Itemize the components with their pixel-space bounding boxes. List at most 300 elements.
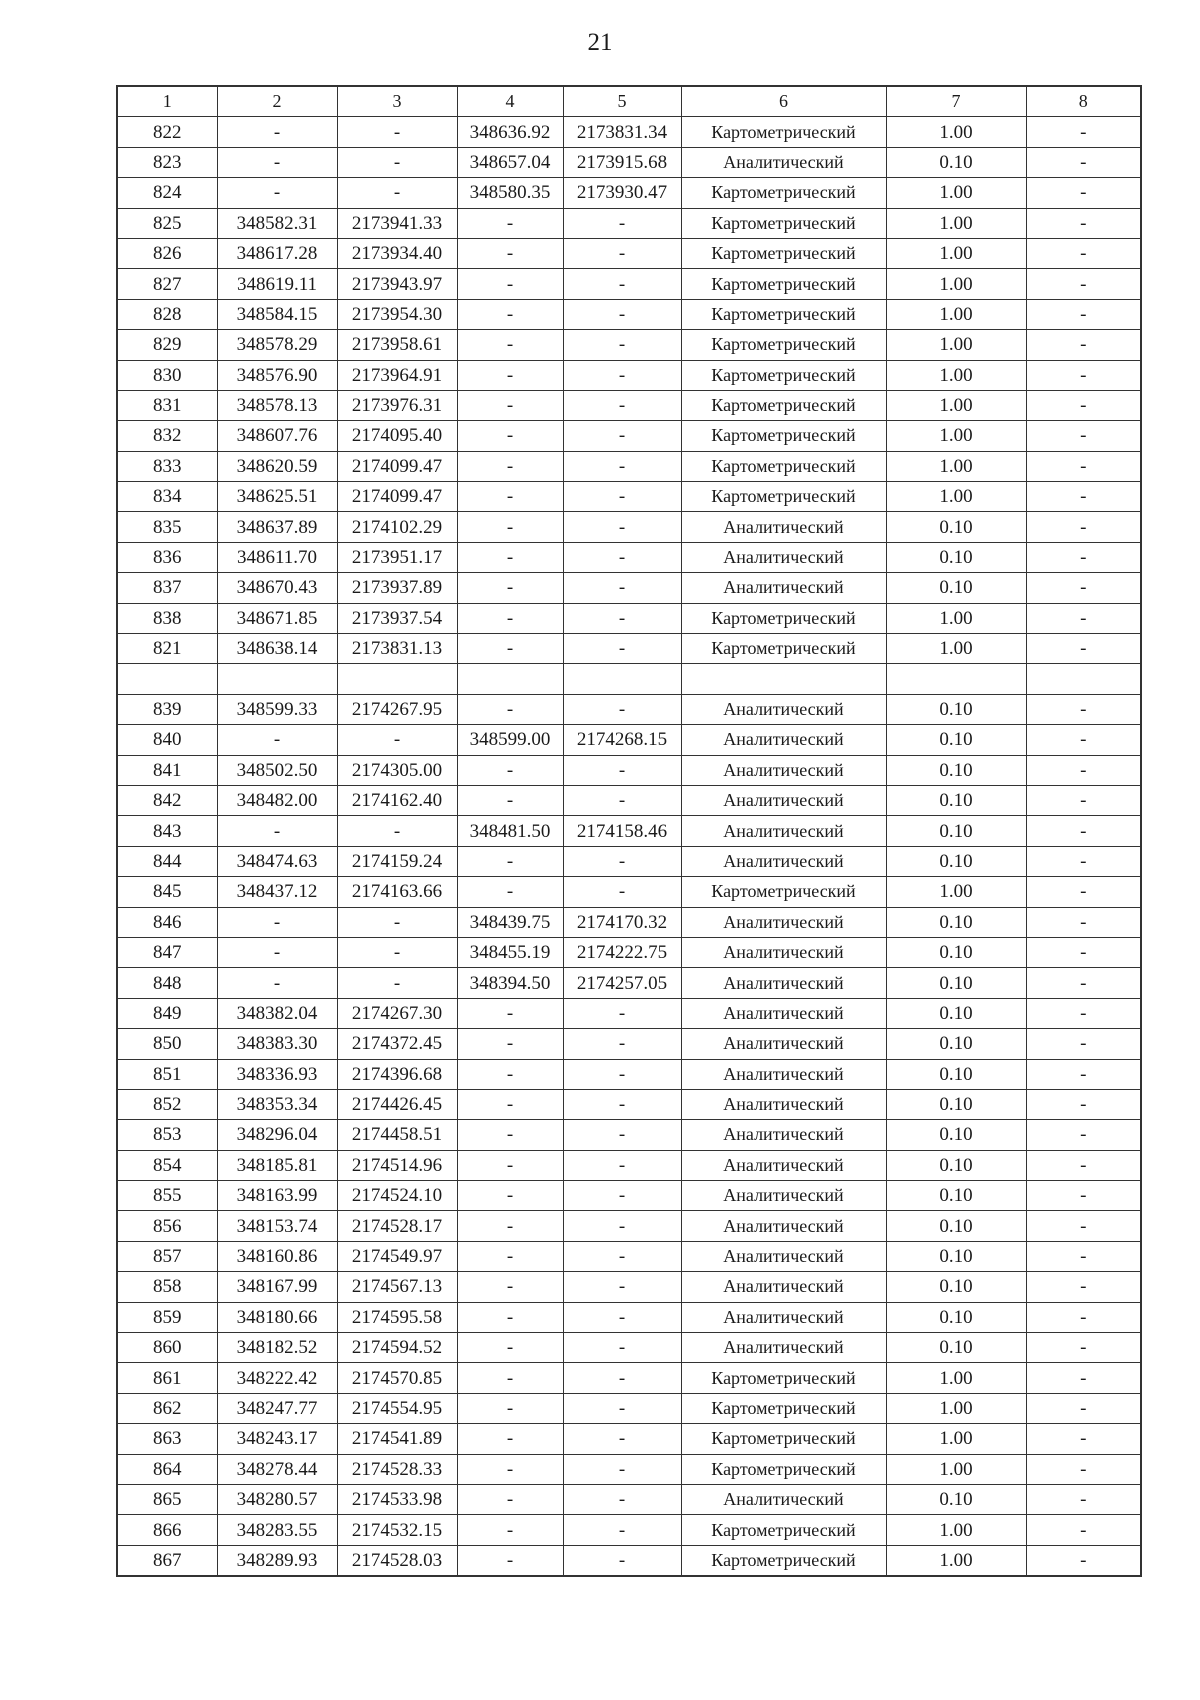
refined-x-cell: 348599.00	[457, 725, 563, 755]
column-header: 3	[337, 86, 457, 117]
description-cell: -	[1026, 816, 1141, 846]
point-number-cell: 844	[117, 846, 217, 876]
refined-x-cell: -	[457, 1333, 563, 1363]
refined-y-cell: -	[563, 1150, 681, 1180]
accuracy-cell: 0.10	[886, 846, 1026, 876]
description-cell: -	[1026, 785, 1141, 815]
existing-y-cell: 2174541.89	[337, 1424, 457, 1454]
existing-x-cell: -	[217, 178, 337, 208]
accuracy-cell: 1.00	[886, 1393, 1026, 1423]
point-number-cell: 821	[117, 634, 217, 664]
method-cell: Картометрический	[681, 1454, 886, 1484]
existing-y-cell: -	[337, 937, 457, 967]
accuracy-cell: 0.10	[886, 1029, 1026, 1059]
existing-x-cell: 348353.34	[217, 1089, 337, 1119]
refined-x-cell: -	[457, 877, 563, 907]
existing-y-cell: 2173934.40	[337, 238, 457, 268]
accuracy-cell: 1.00	[886, 603, 1026, 633]
table-row	[117, 1272, 1141, 1302]
description-cell: -	[1026, 1120, 1141, 1150]
refined-x-cell: 348394.50	[457, 968, 563, 998]
accuracy-cell: 1.00	[886, 451, 1026, 481]
existing-x-cell: 348637.89	[217, 512, 337, 542]
table-row	[117, 1393, 1141, 1423]
refined-x-cell: -	[457, 603, 563, 633]
existing-x-cell: 348482.00	[217, 785, 337, 815]
table-row	[117, 1150, 1141, 1180]
description-cell: -	[1026, 755, 1141, 785]
description-cell: -	[1026, 1424, 1141, 1454]
refined-x-cell: -	[457, 755, 563, 785]
accuracy-cell: 1.00	[886, 117, 1026, 147]
existing-x-cell: 348296.04	[217, 1120, 337, 1150]
point-number-cell: 861	[117, 1363, 217, 1393]
existing-x-cell: -	[217, 816, 337, 846]
existing-y-cell: 2174532.15	[337, 1515, 457, 1545]
method-cell: Аналитический	[681, 937, 886, 967]
method-cell: Аналитический	[681, 1484, 886, 1514]
description-cell: -	[1026, 1393, 1141, 1423]
table-row	[117, 390, 1141, 420]
description-cell: -	[1026, 451, 1141, 481]
existing-y-cell: 2174162.40	[337, 785, 457, 815]
point-number-cell: 856	[117, 1211, 217, 1241]
accuracy-cell: 1.00	[886, 1363, 1026, 1393]
method-cell: Картометрический	[681, 360, 886, 390]
point-number-cell: 865	[117, 1484, 217, 1514]
existing-x-cell: 348599.33	[217, 694, 337, 724]
refined-x-cell: -	[457, 1241, 563, 1271]
point-number-cell: 823	[117, 147, 217, 177]
point-number-cell: 855	[117, 1181, 217, 1211]
point-number-cell: 858	[117, 1272, 217, 1302]
description-cell: -	[1026, 968, 1141, 998]
method-cell: Аналитический	[681, 1150, 886, 1180]
accuracy-cell: 1.00	[886, 877, 1026, 907]
existing-x-cell: 348382.04	[217, 998, 337, 1028]
existing-x-cell: 348670.43	[217, 573, 337, 603]
table-row	[117, 694, 1141, 724]
refined-x-cell: 348636.92	[457, 117, 563, 147]
point-number-cell: 841	[117, 755, 217, 785]
existing-y-cell	[337, 664, 457, 694]
method-cell: Аналитический	[681, 1181, 886, 1211]
description-cell: -	[1026, 330, 1141, 360]
refined-x-cell: -	[457, 1545, 563, 1576]
description-cell: -	[1026, 360, 1141, 390]
accuracy-cell: 0.10	[886, 573, 1026, 603]
refined-x-cell: -	[457, 390, 563, 420]
point-number-cell: 842	[117, 785, 217, 815]
point-number-cell: 832	[117, 421, 217, 451]
accuracy-cell: 0.10	[886, 1150, 1026, 1180]
point-number-cell: 860	[117, 1333, 217, 1363]
accuracy-cell	[886, 664, 1026, 694]
refined-y-cell: -	[563, 1515, 681, 1545]
accuracy-cell: 0.10	[886, 1059, 1026, 1089]
point-number-cell: 840	[117, 725, 217, 755]
refined-x-cell: -	[457, 512, 563, 542]
method-cell: Аналитический	[681, 846, 886, 876]
description-cell: -	[1026, 1089, 1141, 1119]
existing-x-cell: 348280.57	[217, 1484, 337, 1514]
method-cell: Картометрический	[681, 1363, 886, 1393]
method-cell: Аналитический	[681, 968, 886, 998]
existing-y-cell: 2174594.52	[337, 1333, 457, 1363]
existing-y-cell: 2174426.45	[337, 1089, 457, 1119]
refined-y-cell: 2174170.32	[563, 907, 681, 937]
existing-x-cell: 348584.15	[217, 299, 337, 329]
existing-y-cell: 2174533.98	[337, 1484, 457, 1514]
point-number-cell: 847	[117, 937, 217, 967]
existing-y-cell: 2174528.33	[337, 1454, 457, 1484]
refined-y-cell: -	[563, 1211, 681, 1241]
refined-x-cell: -	[457, 1211, 563, 1241]
existing-y-cell: 2174267.95	[337, 694, 457, 724]
description-cell: -	[1026, 1484, 1141, 1514]
point-number-cell: 863	[117, 1424, 217, 1454]
refined-y-cell: -	[563, 785, 681, 815]
existing-x-cell: -	[217, 147, 337, 177]
method-cell: Картометрический	[681, 299, 886, 329]
accuracy-cell: 0.10	[886, 1181, 1026, 1211]
refined-y-cell: -	[563, 238, 681, 268]
existing-y-cell: -	[337, 907, 457, 937]
table-row	[117, 360, 1141, 390]
refined-x-cell: -	[457, 1393, 563, 1423]
existing-y-cell: 2173951.17	[337, 542, 457, 572]
existing-x-cell: 348153.74	[217, 1211, 337, 1241]
description-cell: -	[1026, 147, 1141, 177]
method-cell: Аналитический	[681, 998, 886, 1028]
existing-x-cell: 348576.90	[217, 360, 337, 390]
table-row	[117, 877, 1141, 907]
existing-x-cell: 348383.30	[217, 1029, 337, 1059]
method-cell: Аналитический	[681, 542, 886, 572]
refined-y-cell: 2174158.46	[563, 816, 681, 846]
table-header-row	[117, 86, 1141, 117]
table-row	[117, 147, 1141, 177]
point-number-cell: 852	[117, 1089, 217, 1119]
method-cell: Картометрический	[681, 451, 886, 481]
description-cell: -	[1026, 390, 1141, 420]
table-row	[117, 1302, 1141, 1332]
table-row	[117, 664, 1141, 694]
point-number-cell: 830	[117, 360, 217, 390]
refined-x-cell: -	[457, 208, 563, 238]
refined-x-cell: 348580.35	[457, 178, 563, 208]
description-cell: -	[1026, 208, 1141, 238]
description-cell: -	[1026, 512, 1141, 542]
table-row	[117, 1059, 1141, 1089]
existing-x-cell: 348278.44	[217, 1454, 337, 1484]
refined-y-cell: -	[563, 1424, 681, 1454]
refined-y-cell: 2173831.34	[563, 117, 681, 147]
table-row	[117, 451, 1141, 481]
method-cell: Аналитический	[681, 816, 886, 846]
refined-x-cell: -	[457, 1181, 563, 1211]
refined-y-cell: -	[563, 1029, 681, 1059]
refined-y-cell: -	[563, 1302, 681, 1332]
existing-y-cell: -	[337, 178, 457, 208]
point-number-cell: 845	[117, 877, 217, 907]
refined-x-cell: -	[457, 360, 563, 390]
accuracy-cell: 0.10	[886, 147, 1026, 177]
refined-x-cell: -	[457, 482, 563, 512]
point-number-cell: 853	[117, 1120, 217, 1150]
table-row	[117, 178, 1141, 208]
existing-x-cell: 348289.93	[217, 1545, 337, 1576]
table-body	[117, 86, 1141, 1576]
point-number-cell: 862	[117, 1393, 217, 1423]
method-cell: Аналитический	[681, 1333, 886, 1363]
table-row	[117, 1424, 1141, 1454]
existing-y-cell: 2174267.30	[337, 998, 457, 1028]
refined-x-cell: -	[457, 1120, 563, 1150]
method-cell: Картометрический	[681, 1545, 886, 1576]
refined-y-cell: -	[563, 603, 681, 633]
existing-y-cell: -	[337, 816, 457, 846]
refined-x-cell: -	[457, 1089, 563, 1119]
refined-y-cell: -	[563, 1241, 681, 1271]
accuracy-cell: 0.10	[886, 816, 1026, 846]
method-cell: Картометрический	[681, 603, 886, 633]
method-cell: Аналитический	[681, 1211, 886, 1241]
refined-x-cell: -	[457, 846, 563, 876]
accuracy-cell: 1.00	[886, 178, 1026, 208]
existing-y-cell: 2173831.13	[337, 634, 457, 664]
method-cell: Аналитический	[681, 1272, 886, 1302]
accuracy-cell: 1.00	[886, 269, 1026, 299]
accuracy-cell: 1.00	[886, 299, 1026, 329]
method-cell: Картометрический	[681, 117, 886, 147]
point-number-cell: 851	[117, 1059, 217, 1089]
description-cell: -	[1026, 1211, 1141, 1241]
refined-y-cell: -	[563, 573, 681, 603]
table-row	[117, 269, 1141, 299]
accuracy-cell: 0.10	[886, 1302, 1026, 1332]
description-cell: -	[1026, 1150, 1141, 1180]
refined-y-cell: -	[563, 1181, 681, 1211]
refined-y-cell: -	[563, 634, 681, 664]
accuracy-cell: 1.00	[886, 1424, 1026, 1454]
table-row	[117, 846, 1141, 876]
refined-y-cell: 2173930.47	[563, 178, 681, 208]
refined-x-cell: -	[457, 330, 563, 360]
point-number-cell: 846	[117, 907, 217, 937]
description-cell: -	[1026, 117, 1141, 147]
description-cell	[1026, 664, 1141, 694]
existing-x-cell: 348283.55	[217, 1515, 337, 1545]
description-cell: -	[1026, 482, 1141, 512]
refined-x-cell: -	[457, 694, 563, 724]
existing-x-cell: 348336.93	[217, 1059, 337, 1089]
method-cell: Картометрический	[681, 421, 886, 451]
table-row	[117, 117, 1141, 147]
existing-y-cell: 2173976.31	[337, 390, 457, 420]
table-row	[117, 421, 1141, 451]
method-cell: Аналитический	[681, 785, 886, 815]
refined-y-cell: -	[563, 755, 681, 785]
description-cell: -	[1026, 877, 1141, 907]
refined-y-cell: -	[563, 694, 681, 724]
refined-y-cell: -	[563, 512, 681, 542]
refined-y-cell: 2173915.68	[563, 147, 681, 177]
point-number-cell: 848	[117, 968, 217, 998]
refined-x-cell: -	[457, 269, 563, 299]
method-cell	[681, 664, 886, 694]
point-number-cell: 831	[117, 390, 217, 420]
point-number-cell: 836	[117, 542, 217, 572]
method-cell: Картометрический	[681, 1393, 886, 1423]
refined-x-cell: -	[457, 1454, 563, 1484]
existing-y-cell: 2173937.89	[337, 573, 457, 603]
description-cell: -	[1026, 421, 1141, 451]
table-row	[117, 512, 1141, 542]
refined-y-cell: -	[563, 1363, 681, 1393]
refined-x-cell: -	[457, 451, 563, 481]
existing-x-cell: 348474.63	[217, 846, 337, 876]
description-cell: -	[1026, 1029, 1141, 1059]
description-cell: -	[1026, 1181, 1141, 1211]
description-cell: -	[1026, 907, 1141, 937]
refined-x-cell: -	[457, 1484, 563, 1514]
existing-y-cell: 2174099.47	[337, 451, 457, 481]
method-cell: Аналитический	[681, 694, 886, 724]
description-cell: -	[1026, 573, 1141, 603]
existing-x-cell: 348578.29	[217, 330, 337, 360]
point-number-cell: 828	[117, 299, 217, 329]
refined-y-cell: -	[563, 1545, 681, 1576]
accuracy-cell: 1.00	[886, 390, 1026, 420]
table-row	[117, 1515, 1141, 1545]
description-cell: -	[1026, 998, 1141, 1028]
existing-y-cell: 2174554.95	[337, 1393, 457, 1423]
method-cell: Картометрический	[681, 330, 886, 360]
existing-y-cell: -	[337, 725, 457, 755]
existing-x-cell: 348243.17	[217, 1424, 337, 1454]
accuracy-cell: 0.10	[886, 1241, 1026, 1271]
existing-x-cell: 348160.86	[217, 1241, 337, 1271]
method-cell: Картометрический	[681, 390, 886, 420]
point-number-cell: 850	[117, 1029, 217, 1059]
accuracy-cell: 1.00	[886, 208, 1026, 238]
refined-y-cell: -	[563, 1454, 681, 1484]
refined-y-cell: 2174268.15	[563, 725, 681, 755]
existing-y-cell: 2174549.97	[337, 1241, 457, 1271]
refined-y-cell: -	[563, 1333, 681, 1363]
table-row	[117, 1545, 1141, 1576]
method-cell: Аналитический	[681, 907, 886, 937]
existing-x-cell: 348247.77	[217, 1393, 337, 1423]
existing-y-cell: 2174099.47	[337, 482, 457, 512]
point-number-cell	[117, 664, 217, 694]
point-number-cell: 822	[117, 117, 217, 147]
description-cell: -	[1026, 542, 1141, 572]
refined-y-cell: -	[563, 998, 681, 1028]
accuracy-cell: 0.10	[886, 542, 1026, 572]
column-header: 8	[1026, 86, 1141, 117]
table-row	[117, 238, 1141, 268]
refined-x-cell: -	[457, 1059, 563, 1089]
method-cell: Аналитический	[681, 1029, 886, 1059]
accuracy-cell: 1.00	[886, 238, 1026, 268]
refined-x-cell: -	[457, 1424, 563, 1454]
description-cell: -	[1026, 634, 1141, 664]
table-row	[117, 1363, 1141, 1393]
accuracy-cell: 0.10	[886, 998, 1026, 1028]
refined-y-cell: 2174257.05	[563, 968, 681, 998]
table-row	[117, 1120, 1141, 1150]
existing-x-cell: 348502.50	[217, 755, 337, 785]
existing-x-cell: 348671.85	[217, 603, 337, 633]
point-number-cell: 854	[117, 1150, 217, 1180]
existing-y-cell: 2174159.24	[337, 846, 457, 876]
accuracy-cell: 0.10	[886, 1484, 1026, 1514]
point-number-cell: 825	[117, 208, 217, 238]
point-number-cell: 838	[117, 603, 217, 633]
method-cell: Картометрический	[681, 482, 886, 512]
table-row	[117, 482, 1141, 512]
method-cell: Картометрический	[681, 877, 886, 907]
refined-y-cell	[563, 664, 681, 694]
point-number-cell: 834	[117, 482, 217, 512]
refined-x-cell: 348657.04	[457, 147, 563, 177]
table-row	[117, 755, 1141, 785]
existing-y-cell: 2173941.33	[337, 208, 457, 238]
existing-x-cell: 348582.31	[217, 208, 337, 238]
point-number-cell: 835	[117, 512, 217, 542]
point-number-cell: 849	[117, 998, 217, 1028]
existing-y-cell: 2174458.51	[337, 1120, 457, 1150]
description-cell: -	[1026, 1241, 1141, 1271]
refined-x-cell: -	[457, 1363, 563, 1393]
accuracy-cell: 1.00	[886, 330, 1026, 360]
existing-y-cell: 2173964.91	[337, 360, 457, 390]
method-cell: Аналитический	[681, 147, 886, 177]
point-number-cell: 824	[117, 178, 217, 208]
table-row	[117, 816, 1141, 846]
refined-x-cell: -	[457, 421, 563, 451]
existing-x-cell: 348182.52	[217, 1333, 337, 1363]
existing-x-cell	[217, 664, 337, 694]
existing-x-cell: 348607.76	[217, 421, 337, 451]
refined-x-cell	[457, 664, 563, 694]
existing-x-cell: 348619.11	[217, 269, 337, 299]
existing-y-cell: 2173958.61	[337, 330, 457, 360]
accuracy-cell: 0.10	[886, 907, 1026, 937]
point-number-cell: 843	[117, 816, 217, 846]
refined-y-cell: -	[563, 208, 681, 238]
table-row	[117, 603, 1141, 633]
description-cell: -	[1026, 846, 1141, 876]
accuracy-cell: 0.10	[886, 1211, 1026, 1241]
table-row	[117, 968, 1141, 998]
point-number-cell: 827	[117, 269, 217, 299]
point-number-cell: 867	[117, 1545, 217, 1576]
description-cell: -	[1026, 1363, 1141, 1393]
method-cell: Картометрический	[681, 269, 886, 299]
column-header: 2	[217, 86, 337, 117]
accuracy-cell: 0.10	[886, 937, 1026, 967]
refined-x-cell: -	[457, 1150, 563, 1180]
refined-y-cell: -	[563, 542, 681, 572]
existing-y-cell: 2174305.00	[337, 755, 457, 785]
method-cell: Аналитический	[681, 512, 886, 542]
point-number-cell: 857	[117, 1241, 217, 1271]
accuracy-cell: 1.00	[886, 1454, 1026, 1484]
column-header: 1	[117, 86, 217, 117]
